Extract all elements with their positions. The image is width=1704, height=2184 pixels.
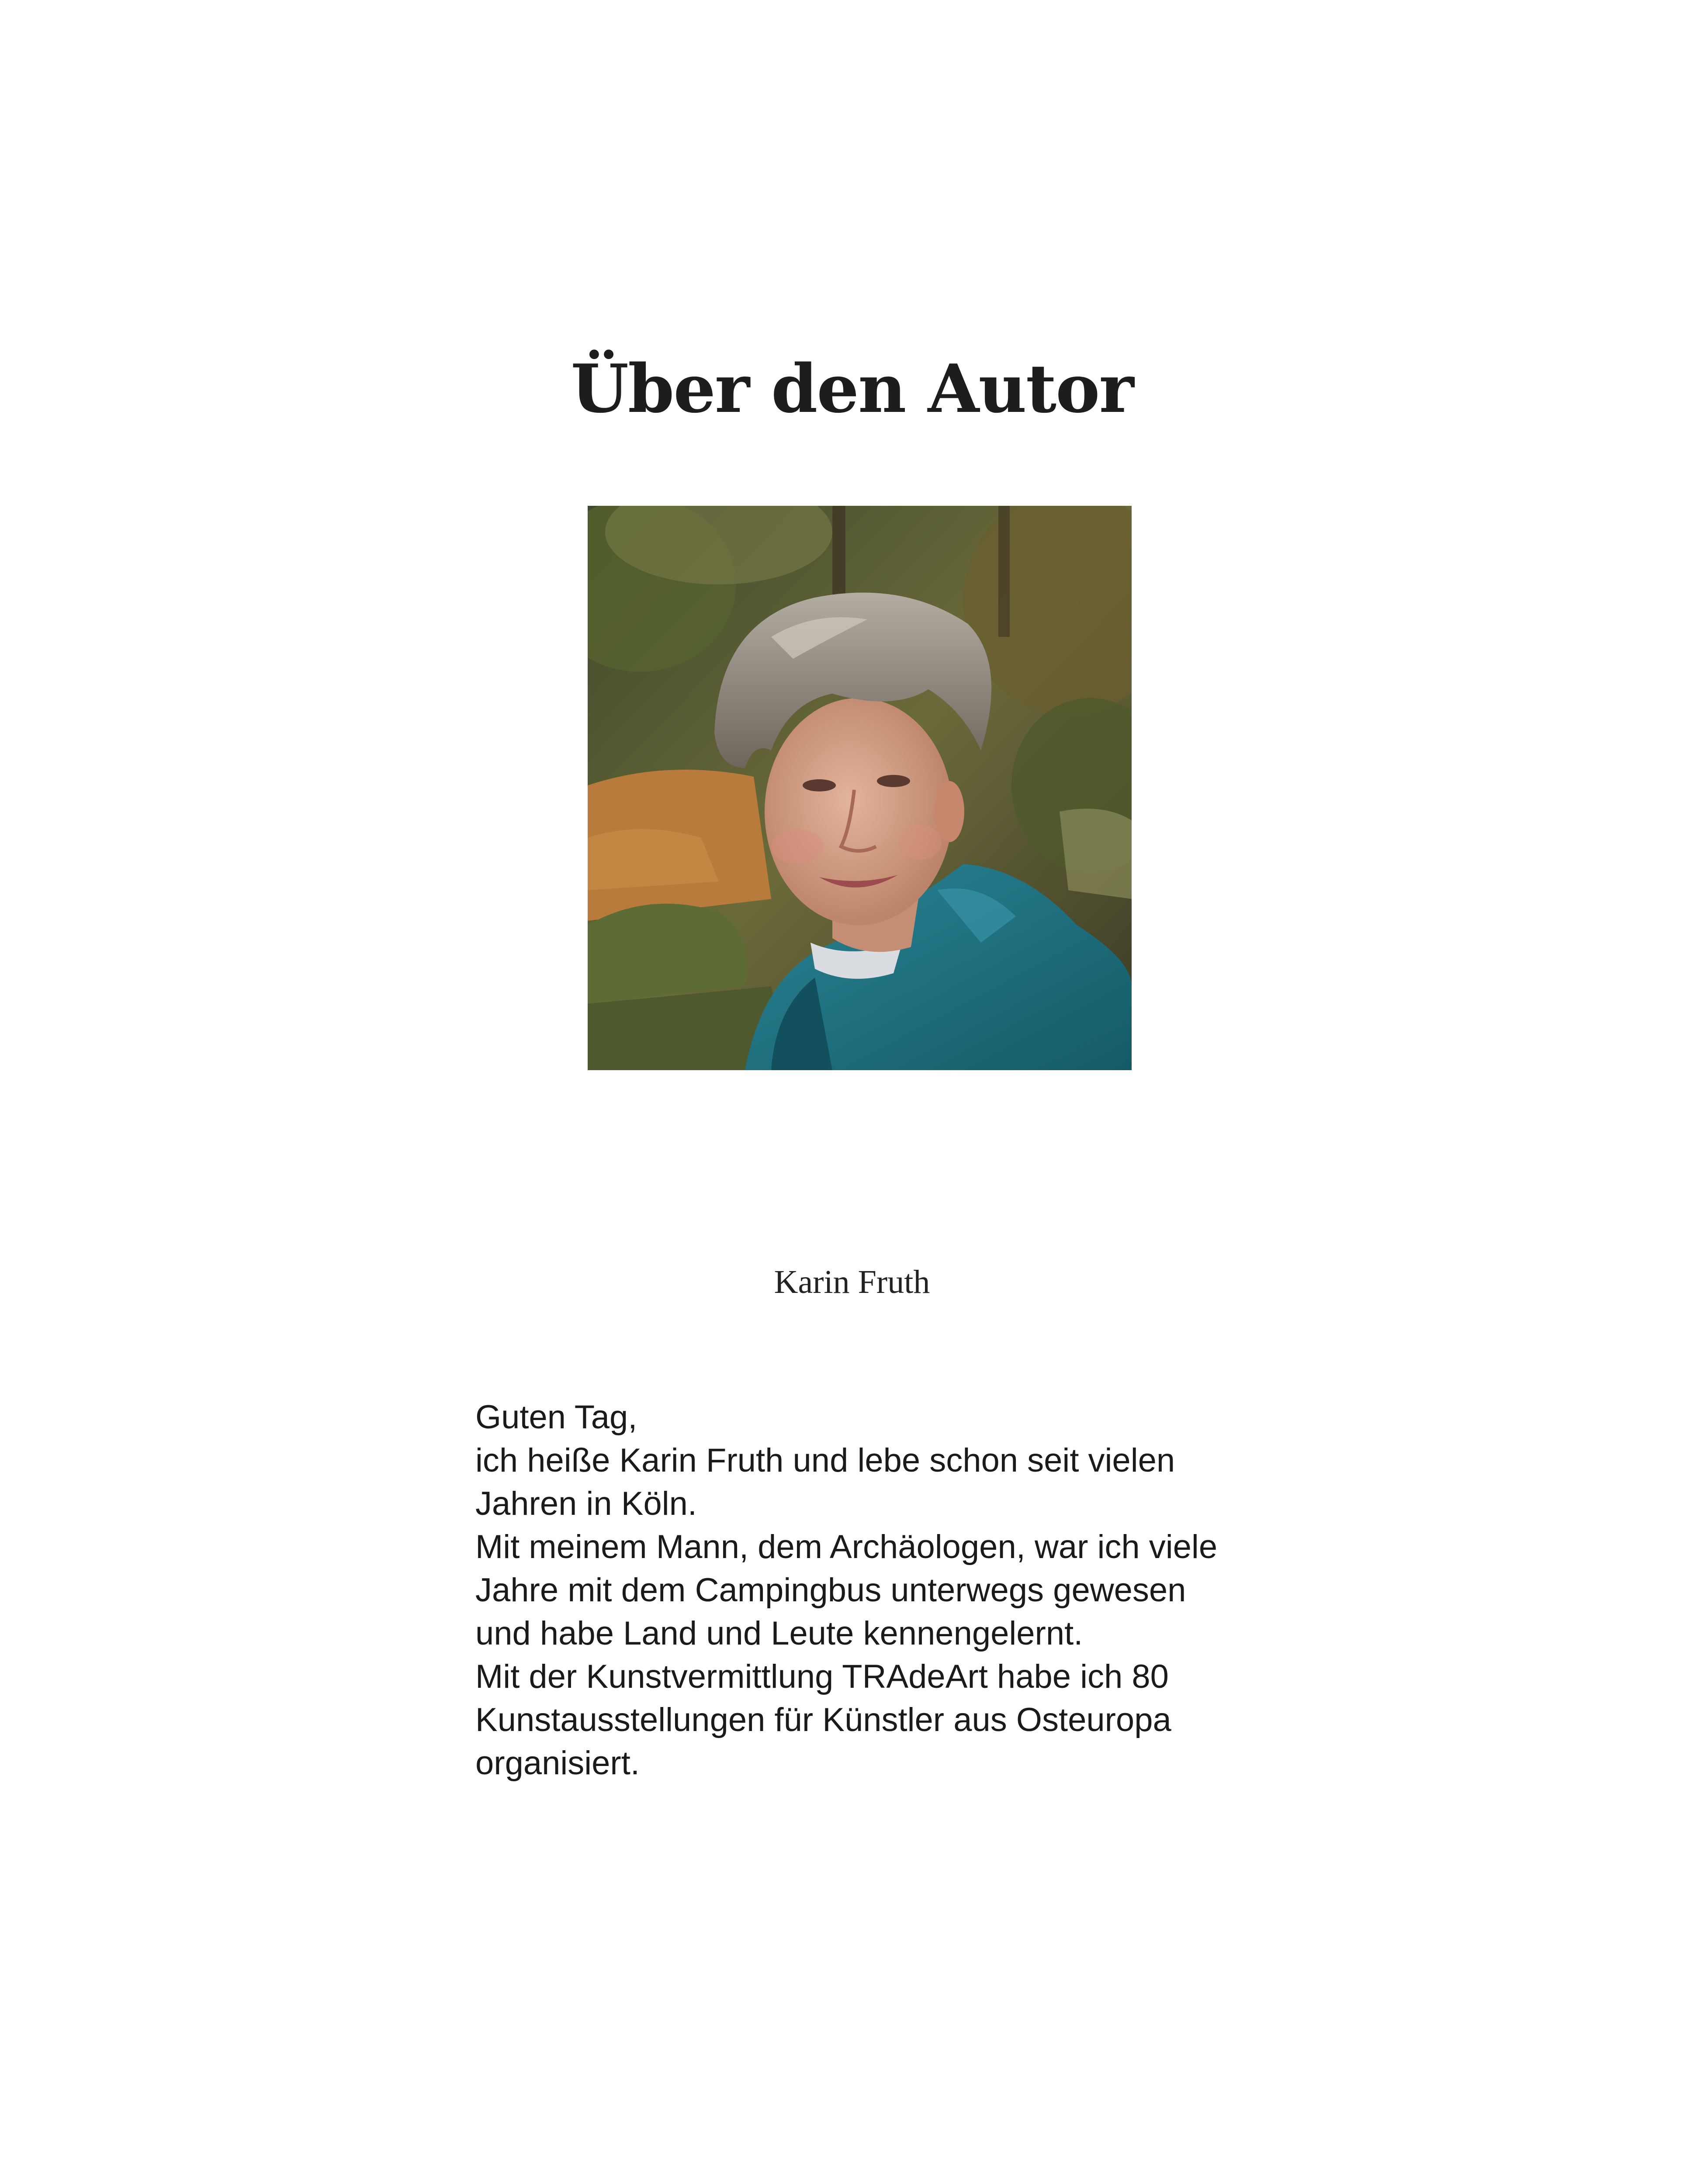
page-title: Über den Autor [571,349,1133,428]
author-bio [475,1396,1349,1785]
bio-line: Jahre mit dem Campingbus unterwegs gewesen [475,1572,1186,1609]
bio-line: Jahren in Köln. [475,1485,697,1522]
bio-line: ich heiße Karin Fruth und lebe schon seit vielen [475,1442,1175,1479]
author-portrait [588,506,1132,1070]
bio-line: organisiert. [475,1745,640,1782]
bio-line: Kunstausstellungen für Künstler aus Osteuropa [475,1701,1171,1738]
author-name: Karin Fruth [774,1264,930,1300]
bio-line: und habe Land und Leute kennengelernt. [475,1615,1083,1652]
bio-line: Guten Tag, [475,1399,637,1436]
portrait-photo-illustration [588,506,1132,1070]
bio-line: Mit der Kunstvermittlung TRAdeArt habe ich 80 [475,1658,1169,1695]
bio-line: Mit meinem Mann, dem Archäologen, war ich viele [475,1528,1218,1565]
